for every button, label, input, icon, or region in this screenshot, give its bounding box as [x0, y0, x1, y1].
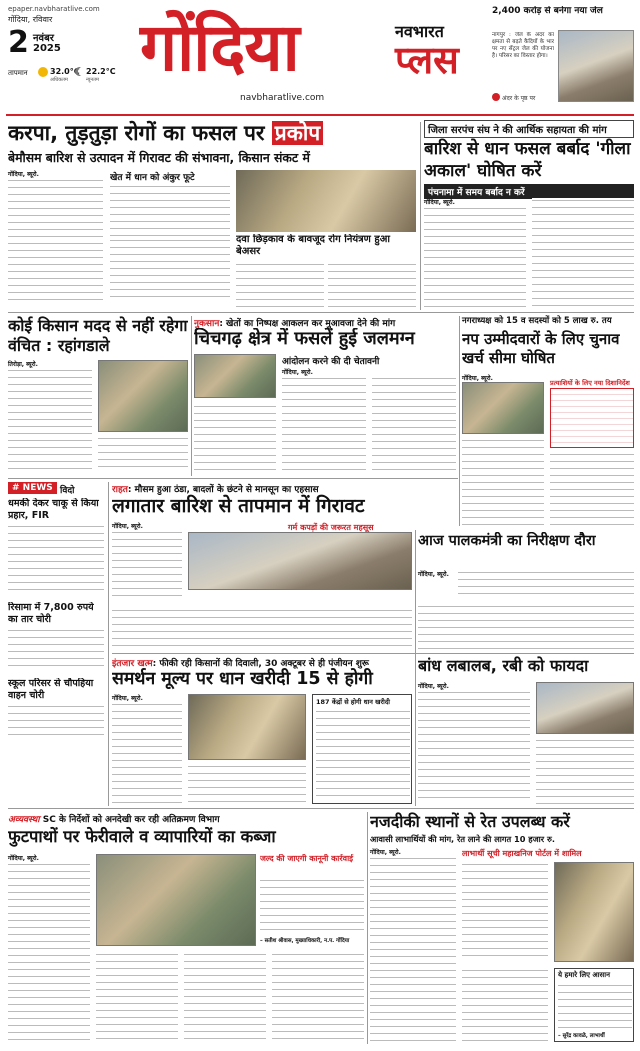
- lead-dateline: गोंदिया, ब्यूरो.: [8, 171, 39, 178]
- right-top-kicker: जिला सरपंच संघ ने की आर्थिक सहायता की मांग: [424, 120, 634, 138]
- story6-body: [458, 570, 634, 600]
- story2-body: [8, 368, 92, 472]
- right-top-sub: पंचनामा में समय बर्बाद न करें: [424, 184, 634, 199]
- news-item1-body: [8, 524, 104, 596]
- news-item3-body: [8, 704, 104, 738]
- lead-headline-highlight: प्रकोप: [272, 121, 323, 145]
- lead-headline-text: करपा, तुड़तुड़ा रोगों का फसल पर: [8, 121, 265, 145]
- story7-dateline: गोंदिया, ब्यूरो.: [112, 695, 143, 702]
- right-top-headline: बारिश से धान फसल बर्बाद 'गीला अकाल' घोषित करें: [424, 139, 631, 181]
- right-top-body2: [532, 198, 634, 310]
- issue-year: 2025: [33, 43, 61, 54]
- story10-box-title: लाभार्थी सूची महाखनिज पोर्टल में शामिल: [462, 849, 582, 858]
- promo-headline: 2,400 करोड़ से बनेगा नया जेल: [492, 6, 603, 16]
- story4-chart-title: प्रत्याशियों के लिए नया दिशानिर्देश: [550, 379, 630, 387]
- story9-dateline: गोंदिया, ब्यूरो.: [8, 855, 39, 862]
- story9-headline: फुटपाथों पर फेरीवाले व व्यापारियों का कब्जा: [8, 827, 276, 846]
- lead-photo-caption: खेत में धान को अंकुर फूटे: [110, 173, 195, 183]
- story3-sub: आंदोलन करने की दी चेतावनी: [282, 357, 380, 367]
- epaper-url[interactable]: epaper.navbharatlive.com: [8, 5, 100, 13]
- news-column: [8, 482, 104, 738]
- story6-body-continued: [418, 604, 634, 652]
- story10-box2-body: [558, 983, 632, 1029]
- story8-dateline: गोंदिया, ब्यूरो.: [418, 683, 449, 690]
- lead-subhead: बेमौसम बारिश से उत्पादन में गिरावट की संभावना, किसान संकट में: [8, 150, 310, 165]
- promo-text: नागपुर : जेल के अंदर का क्षमता से बढ़ते कैदियों के भार पर नए सेंट्रल जेल की योजना है। परिसर का विस्तार होगा।: [492, 32, 554, 59]
- divider: [415, 530, 416, 806]
- story3-body2: [282, 376, 366, 472]
- divider: [112, 653, 634, 654]
- issue-day: 2: [8, 25, 29, 60]
- masthead: [0, 0, 640, 122]
- story7-headline: समर्थन मूल्य पर धान खरीदी 15 से होगी: [112, 669, 373, 689]
- masthead-logo: गोंदिया: [140, 9, 299, 86]
- masthead-rule: [6, 114, 634, 116]
- story4-kicker: नगराध्यक्ष को 15 व सदस्यों को 5 लाख रु. तय: [462, 316, 612, 326]
- story5-sub: गर्म कपड़ों की जरूरत महसूस: [288, 523, 374, 532]
- story10-byline: – सुरेंद्र कावळे, लाभार्थी: [558, 1033, 605, 1039]
- lead-headline: [8, 120, 323, 146]
- sun-icon: [38, 67, 48, 77]
- story4-photo: [462, 382, 544, 434]
- news-item2-headline: रिसामा में 7,800 रुपये का तार चोरी: [8, 602, 94, 625]
- story3-body3: [372, 376, 456, 472]
- edition-line: गोंदिया, रविवार: [8, 15, 53, 24]
- story5-photo: [188, 532, 412, 590]
- lead-story: [8, 120, 418, 310]
- story10-body2: [462, 862, 548, 962]
- story5-body1: [112, 530, 182, 602]
- divider: [8, 808, 634, 809]
- story6-headline: आज पालकमंत्री का निरीक्षण दौरा: [418, 533, 596, 549]
- story4-headline: नप उम्मीदवारों के लिए चुनाव खर्च सीमा घोषित: [462, 330, 620, 367]
- story-paddy-procurement: [112, 656, 412, 806]
- news-tag2: विदो: [60, 486, 75, 496]
- lead-photo-right: [236, 170, 416, 232]
- story9-side-body: [260, 878, 364, 934]
- weather-box: [8, 64, 116, 86]
- lead-body-col3: [110, 238, 230, 300]
- story2-headline: कोई किसान मदद से नहीं रहेगा वंचित : रहांगडाले: [8, 316, 188, 355]
- temp-min-label: न्यूनतम: [86, 77, 99, 83]
- issue-month: नवंबर: [33, 33, 54, 44]
- story5-headline: लगातार बारिश से तापमान में गिरावट: [112, 495, 365, 517]
- story-rahangdale: [8, 316, 188, 476]
- story-dam: [418, 656, 634, 806]
- story-temperature: [112, 482, 412, 602]
- promo-more: अंदर के पृष्ठ पर: [502, 95, 536, 102]
- story10-sub: आवासी लाभार्थियों की मांग, रेत लाने की लागत 10 हजार रु.: [370, 834, 555, 844]
- story10-dateline: गोंदिया, ब्यूरो.: [370, 849, 401, 856]
- temp-max-label: अधिकतम: [50, 77, 68, 83]
- promo-box[interactable]: [492, 6, 634, 114]
- story3-kicker-text: : खेतों का निष्पक्ष आकलन कर मुआवजा देने की मांग: [219, 319, 396, 329]
- story-sand: [370, 812, 634, 1044]
- story10-box2: [554, 968, 634, 1042]
- divider: [108, 482, 109, 806]
- news-tag: # NEWS: [8, 482, 57, 494]
- right-top-body1: [424, 206, 526, 310]
- divider: [191, 316, 192, 476]
- story4-dateline: गोंदिया, ब्यूरो.: [462, 375, 493, 382]
- story7-box-title: 187 केंद्रों से होगी धान खरीदी: [316, 698, 390, 706]
- story3-photo: [194, 354, 276, 398]
- news-item1-headline: धमकी देकर चाकू से किया प्रहार, FIR: [8, 498, 99, 521]
- story3-headline: चिचगढ़ क्षेत्र में फसलें हुई जलमग्न: [194, 328, 415, 349]
- story9-body1: [8, 862, 90, 1042]
- story5-kicker-text: : मौसम हुआ ठंडा, बादलों के छंटने से मानसून का एहसास: [127, 485, 319, 495]
- story9-body4: [272, 952, 364, 1042]
- story3-body1: [194, 404, 276, 472]
- story5-kicker: राहत: [112, 485, 128, 495]
- story10-body1: [370, 856, 456, 1042]
- story-election-expense: [462, 316, 634, 526]
- story3-kicker: नुकसान: [194, 319, 220, 329]
- story7-body1: [112, 702, 182, 804]
- story9-kicker-text: SC के निर्देशों को अनदेखी कर रही अतिक्रमण विभाग: [42, 815, 220, 825]
- story10-photo: [554, 862, 634, 962]
- story8-body1: [418, 690, 530, 804]
- story9-byline: – सतीश श्रीवास, मुख्याधिकारी, न.प. गोंदिया: [260, 938, 350, 944]
- story9-kicker-line: [8, 812, 364, 825]
- story9-body2: [96, 952, 178, 1042]
- story8-photo: [536, 682, 634, 734]
- story7-kicker-text: : फीकी रही किसानों की दिवाली, 30 अक्टूबर से ही पंजीयन शुरू: [152, 659, 369, 669]
- site-url[interactable]: navbharatlive.com: [240, 93, 325, 103]
- divider: [420, 122, 421, 310]
- lead-body-col2: [110, 184, 230, 236]
- story7-box-body: [316, 709, 410, 801]
- story7-body2: [188, 764, 306, 804]
- story-minister-visit: [418, 532, 634, 600]
- story7-box: [312, 694, 412, 804]
- story2-photo: [98, 360, 188, 432]
- story6-dateline: गोंदिया, ब्यूरो.: [418, 571, 449, 578]
- logo-brand: नवभारत: [395, 22, 444, 41]
- divider: [459, 316, 460, 526]
- story-encroachment: [8, 812, 364, 1044]
- story4-body1: [462, 438, 544, 526]
- lead-side-headline: दवा छिड़काव के बावजूद रोग नियंत्रण हुआ बेअसर: [236, 234, 390, 257]
- weather-label: तापमान: [8, 69, 28, 77]
- divider: [367, 812, 368, 1044]
- story9-photo: [96, 854, 256, 946]
- story2-body2: [98, 436, 188, 472]
- story-chichgarh: [194, 316, 456, 476]
- story10-body3: [462, 968, 548, 1042]
- logo-plus: प्लस: [395, 38, 459, 82]
- right-top-dateline: गोंदिया, ब्यूरो.: [424, 199, 455, 206]
- news-item3-headline: स्कूल परिसर से चौपहिया वाहन चोरी: [8, 678, 94, 701]
- story9-body3: [184, 952, 266, 1042]
- lead-body-col4: [236, 262, 324, 310]
- story10-headline: नजदीकी स्थानों से रेत उपलब्ध करें: [370, 812, 570, 831]
- arrow-right-icon: [492, 93, 500, 101]
- story10-box2-title: ये हमारे लिए आसान: [558, 971, 610, 979]
- story9-kicker: अव्यवस्था: [8, 815, 40, 825]
- story7-kicker: इंतजार खत्म: [112, 659, 153, 669]
- story5-dateline: गोंदिया, ब्यूरो.: [112, 523, 143, 530]
- story8-headline: बांध लबालब, रबी को फायदा: [418, 656, 589, 675]
- temp-max: 32.0°C: [50, 67, 80, 76]
- story7-photo: [188, 694, 306, 760]
- news-item2-body: [8, 628, 104, 672]
- story4-chart-box: [550, 388, 634, 448]
- lead-body-col5: [328, 262, 416, 310]
- story5-body-continued: [112, 608, 412, 652]
- story8-body2: [536, 738, 634, 804]
- story9-photo-caption: जल्द की जाएगी कानूनी कार्रवाई: [260, 854, 354, 863]
- story3-dateline: गोंदिया, ब्यूरो.: [282, 369, 313, 376]
- temp-min: 22.2°C: [86, 67, 116, 76]
- lead-body-col1: [8, 178, 103, 300]
- story4-body2: [550, 452, 634, 526]
- divider: [8, 312, 634, 313]
- right-top-story: [424, 120, 634, 310]
- jail-photo: [558, 30, 634, 102]
- divider: [8, 478, 458, 479]
- story2-dateline: तिरोड़ा, ब्यूरो.: [8, 361, 38, 368]
